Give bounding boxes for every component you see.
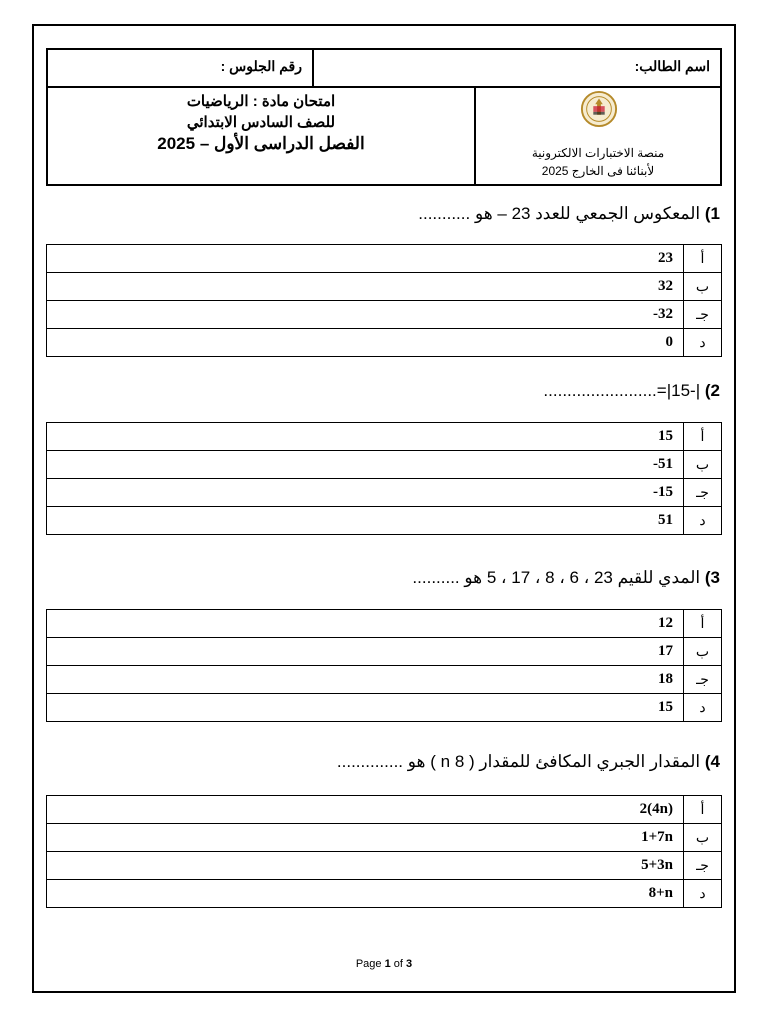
platform-name: منصة الاختبارات الالكترونية	[531, 146, 665, 160]
option-value: 15	[47, 423, 684, 451]
page-total: 3	[406, 958, 413, 970]
question-text: المعكوس الجمعي للعدد 23 – هو ...........	[418, 204, 701, 223]
option-letter: ب	[684, 824, 722, 852]
options-table-2	[46, 422, 722, 535]
question-text: المقدار الجبري المكافئ للمقدار ( 8 n ) هو ..............	[336, 752, 701, 771]
option-value: 32	[47, 273, 684, 301]
platform-year: لأبنائنا فى الخارج 2025	[541, 164, 655, 178]
option-value: 51	[47, 507, 684, 535]
option-letter: د	[684, 880, 722, 908]
option-letter: أ	[684, 245, 722, 273]
option-value: 12	[47, 610, 684, 638]
options-table-4	[46, 795, 722, 908]
exam-title-block	[48, 86, 476, 186]
option-letter: د	[684, 507, 722, 535]
page-of-label: of	[390, 958, 407, 970]
option-row[interactable]	[47, 301, 722, 329]
option-row[interactable]	[47, 666, 722, 694]
option-letter: جـ	[684, 301, 722, 329]
option-value: 1+7n	[47, 824, 684, 852]
option-value: 2(4n)	[47, 796, 684, 824]
page-prefix: Page	[355, 958, 385, 970]
option-letter: أ	[684, 423, 722, 451]
option-row[interactable]	[47, 451, 722, 479]
ministry-seal-icon	[580, 90, 618, 128]
option-row[interactable]	[47, 507, 722, 535]
options-table-3	[46, 609, 722, 722]
question-4	[337, 752, 720, 772]
question-number: 4)	[704, 752, 720, 771]
question-text: المدي للقيم 23 ، 6 ، 8 ، 17 ، 5 هو ..........	[412, 568, 701, 587]
platform-block	[476, 86, 720, 186]
option-row[interactable]	[47, 852, 722, 880]
option-row[interactable]	[47, 423, 722, 451]
question-number: 3)	[704, 568, 720, 587]
student-name-label: اسم الطالب:	[634, 58, 710, 74]
question-3	[412, 568, 720, 588]
option-row[interactable]	[47, 880, 722, 908]
option-value: 0	[47, 329, 684, 357]
option-row[interactable]	[47, 638, 722, 666]
option-value: -32	[47, 301, 684, 329]
option-letter: ب	[684, 638, 722, 666]
option-row[interactable]	[47, 796, 722, 824]
option-value: -51	[47, 451, 684, 479]
page-footer	[0, 958, 768, 970]
option-row[interactable]	[47, 479, 722, 507]
option-row[interactable]	[47, 245, 722, 273]
options-table-1	[46, 244, 722, 357]
option-row[interactable]	[47, 824, 722, 852]
option-letter: جـ	[684, 666, 722, 694]
option-letter: ب	[684, 451, 722, 479]
option-value: -15	[47, 479, 684, 507]
question-2	[543, 381, 720, 401]
option-letter: ب	[684, 273, 722, 301]
page-number: 1	[384, 958, 391, 970]
header-row-names	[48, 50, 720, 88]
question-number: 2)	[704, 381, 720, 400]
question-1	[418, 204, 720, 224]
option-value: 15	[47, 694, 684, 722]
exam-subject: امتحان مادة : الرياضيات	[186, 93, 336, 110]
exam-term: الفصل الدراسى الأول – 2025	[157, 134, 365, 153]
option-row[interactable]	[47, 694, 722, 722]
option-letter: د	[684, 329, 722, 357]
seat-number-cell[interactable]	[48, 50, 314, 86]
exam-header	[46, 48, 722, 186]
seat-number-label: رقم الجلوس :	[220, 58, 302, 74]
option-letter: أ	[684, 610, 722, 638]
option-value: 23	[47, 245, 684, 273]
option-letter: أ	[684, 796, 722, 824]
option-value: 5+3n	[47, 852, 684, 880]
option-row[interactable]	[47, 329, 722, 357]
option-value: 8+n	[47, 880, 684, 908]
option-letter: جـ	[684, 479, 722, 507]
option-row[interactable]	[47, 273, 722, 301]
question-text: |-15|=........................	[543, 381, 701, 400]
option-letter: جـ	[684, 852, 722, 880]
option-row[interactable]	[47, 610, 722, 638]
exam-grade: للصف السادس الابتدائي	[186, 114, 336, 131]
option-value: 18	[47, 666, 684, 694]
option-value: 17	[47, 638, 684, 666]
option-letter: د	[684, 694, 722, 722]
question-number: 1)	[704, 204, 720, 223]
